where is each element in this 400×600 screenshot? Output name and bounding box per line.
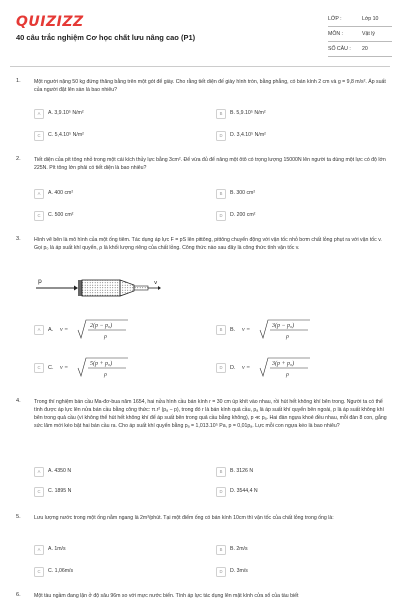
option-c[interactable] (34, 130, 194, 142)
quizizz-logo: QUIZIZZ (16, 14, 84, 30)
meta-value-subject: Vật lý (362, 31, 375, 37)
syringe-piston-arrow (36, 286, 78, 291)
question-number: 1. (16, 78, 21, 84)
option-text: D. 3,4.10⁵ N/m² (230, 132, 266, 138)
question-text: Tiết diện của pít tông nhỏ trong một cái kích thủy lực bằng 3cm². Để vừa đủ để nâng một ôtô có trọng lượng 15000N lên người ta dùng một lực có độ lớn 225N. Pít tông lớn phải có tiết diện là bao nhiêu? (34, 157, 386, 171)
syringe-needle (134, 286, 148, 290)
formula-lhs: v = (60, 327, 69, 333)
option-c[interactable] (34, 210, 194, 222)
velocity-label: v (154, 280, 158, 286)
formula-denominator: ρ (286, 334, 289, 340)
option-b[interactable] (216, 323, 376, 340)
option-letter-box: A (34, 189, 44, 199)
option-letter-box: A (34, 109, 44, 119)
question-text: Một tàu ngầm đang lặn ở độ sâu 96m so với mực nước biển. Tính áp lực tác dụng lên mặt kính cửa sổ của tàu biết (34, 593, 299, 599)
option-b[interactable] (216, 108, 376, 120)
formula-numerator: 3(p − p₀) (272, 323, 295, 329)
question-text: Trong thí nghiệm bán cầu Ma-đơ-bua năm 1654, hai nửa hình cầu bán kính r = 30 cm úp khít vào nhau, rồi hút hết không khí bên trong. Người ta có thể tính được áp lực lên nửa bán cầu bằng công thức: π.r² (pₐ − p), trong đó r là bán kính quả cầu, pₐ là áp suất khí quyển bên ngoài, p là áp suất không khí bên trong quả cầu (vì không thể hút hết không khí để áp suất bên trong quả cầu bằng không), p ≪ pₐ. Hai đàn ngựa khoẻ đều nhau, mỗi đàn 8 con, gắng sức lâm mới kéo bật hai bán cầu ra. Cho áp suất khí quyển bằng pₐ = 1,013.10⁵ Pa, p = 0,01pₐ. Lực mỗi con ngựa kéo là bao nhiêu? (34, 399, 387, 429)
option-prefix: A. (48, 327, 54, 333)
option-text: A. 4350 N (48, 468, 72, 474)
formula-b (230, 318, 370, 344)
option-d[interactable] (216, 486, 376, 498)
option-d[interactable] (216, 210, 376, 222)
syringe-barrel (82, 280, 120, 296)
option-letter-box: B (216, 545, 226, 555)
option-letter-box: B (216, 325, 226, 335)
option-text: C. 5,4.10⁵ N/m² (48, 132, 84, 138)
option-letter-box: A (34, 325, 44, 335)
formula-denominator: ρ (286, 372, 289, 378)
option-d[interactable] (216, 361, 376, 378)
option-text: C. 1,06m/s (48, 568, 74, 574)
option-letter-box: D (216, 487, 226, 497)
option-c[interactable] (34, 566, 194, 578)
option-text: C. 500 cm² (48, 212, 74, 218)
question-number: 4. (16, 398, 21, 404)
option-a[interactable] (34, 108, 194, 120)
option-letter-box: A (34, 545, 44, 555)
formula-numerator: 3(p + p₀) (272, 361, 295, 367)
option-b[interactable] (216, 466, 376, 478)
option-letter-box: C (34, 363, 44, 373)
option-letter-box: C (34, 211, 44, 221)
option-d[interactable] (216, 566, 376, 578)
pressure-label: p (38, 278, 42, 285)
option-a[interactable] (34, 466, 194, 478)
formula-denominator: ρ (104, 334, 107, 340)
option-text: D. 3544,4 N (230, 488, 258, 494)
option-a[interactable] (34, 544, 194, 556)
option-letter-box: D (216, 363, 226, 373)
option-c[interactable] (34, 361, 194, 378)
velocity-arrow (148, 286, 161, 290)
option-text: B. 300 cm² (230, 190, 256, 196)
option-letter-box: B (216, 467, 226, 477)
question-number: 2. (16, 156, 21, 162)
question-text: Một người nặng 50 kg đứng thăng bằng trên một gót để giày. Cho rằng tiết diện đế giày hình tròn, bằng phẳng, có bán kính 2 cm và g = 9,8 m/s². Áp suất của người đặt lên sàn là bao nhiêu? (34, 79, 386, 93)
syringe-nozzle (120, 280, 134, 296)
option-a[interactable] (34, 323, 194, 340)
option-text: B. 5,9.10⁵ N/m² (230, 110, 266, 116)
header-divider (10, 66, 390, 67)
meta-divider (328, 41, 392, 42)
meta-value-grade: Lớp 10 (362, 16, 379, 22)
meta-divider (328, 56, 392, 57)
option-text: C. 1895 N (48, 488, 72, 494)
option-text: B. 3126 N (230, 468, 254, 474)
question-number: 3. (16, 236, 21, 242)
question-text: Lưu lượng nước trong một ống nằm ngang là 2m³/phút. Tại một điểm ống có bán kính 10cm thì vận tốc của chất lỏng trong ống là: (34, 515, 334, 521)
option-text: D. 200 cm² (230, 212, 256, 218)
option-letter-box: D (216, 211, 226, 221)
option-letter-box: D (216, 567, 226, 577)
formula-lhs: v = (242, 365, 251, 371)
option-letter-box: A (34, 467, 44, 477)
option-letter-box: C (34, 487, 44, 497)
formula-lhs: v = (60, 365, 69, 371)
option-text: B. 2m/s (230, 546, 248, 552)
option-prefix: C. (48, 365, 54, 371)
option-text: A. 1m/s (48, 546, 66, 552)
option-b[interactable] (216, 188, 376, 200)
formula-numerator: 2(p − p₀) (90, 323, 113, 329)
option-text: D. 3m/s (230, 568, 248, 574)
meta-label-count: SỐ CÂU : (328, 46, 351, 52)
option-letter-box: B (216, 109, 226, 119)
formula-d (230, 356, 370, 382)
piston (78, 280, 82, 296)
option-b[interactable] (216, 544, 376, 556)
question-number: 5. (16, 514, 21, 520)
option-letter-box: C (34, 567, 44, 577)
option-d[interactable] (216, 130, 376, 142)
page-header (0, 0, 400, 64)
option-prefix: D. (230, 365, 236, 371)
question-text: Hình vẽ bên là mô hình của một ống tiêm. Tác dụng áp lực F = pS lên pittông, pittông chuyển động với vận tốc nhỏ bơm chất lỏng phụt ra với vận tốc v. Gọi p₀ là áp suất khí quyển, ρ là khối lượng riêng của chất lỏng. Công thức nào sau đây là công thức tính vận tốc v. (34, 237, 382, 251)
option-letter-box: B (216, 189, 226, 199)
page-title: 40 câu trắc nghiệm Cơ học chất lưu nâng cao (P1) (16, 33, 196, 42)
formula-numerator: 5(p + p₀) (90, 361, 113, 367)
option-text: A. 3,9.10⁵ N/m² (48, 110, 84, 116)
syringe-figure (34, 274, 164, 306)
option-c[interactable] (34, 486, 194, 498)
option-prefix: B. (230, 327, 236, 333)
formula-denominator: ρ (104, 372, 107, 378)
meta-label-subject: MÔN : (328, 31, 343, 37)
meta-value-count: 20 (362, 46, 368, 52)
meta-divider (328, 26, 392, 27)
formula-lhs: v = (242, 327, 251, 333)
option-text: A. 400 cm² (48, 190, 74, 196)
option-a[interactable] (34, 188, 194, 200)
option-letter-box: C (34, 131, 44, 141)
formula-a (48, 318, 188, 344)
meta-label-grade: LỚP : (328, 16, 342, 22)
question-number: 6. (16, 592, 21, 598)
formula-c (48, 356, 188, 382)
option-letter-box: D (216, 131, 226, 141)
